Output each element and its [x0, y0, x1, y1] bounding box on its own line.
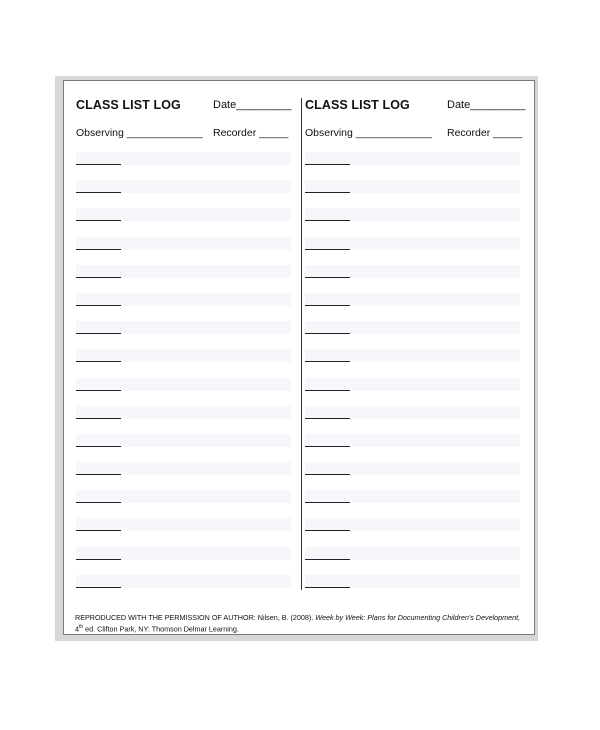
- log-entry-row: [76, 378, 291, 406]
- name-blank-line: [305, 220, 350, 221]
- name-blank-line: [305, 474, 350, 475]
- log-entry-row: [305, 208, 520, 236]
- recorder-label: Recorder: [213, 127, 257, 139]
- log-entry-row: [305, 349, 520, 377]
- log-rows: [305, 152, 520, 603]
- citation-footer: [75, 613, 525, 633]
- log-entry-row: [76, 406, 291, 434]
- log-entry-row: [305, 265, 520, 293]
- log-title: CLASS LIST LOG: [76, 98, 181, 112]
- citation-line-2: [75, 623, 525, 634]
- log-entry-row: [76, 293, 291, 321]
- recorder-blank: _____: [493, 127, 523, 139]
- recorder-blank: _____: [259, 127, 289, 139]
- log-entry-row: [76, 208, 291, 236]
- name-blank-line: [76, 587, 121, 588]
- name-blank-line: [305, 192, 350, 193]
- log-entry-row: [305, 237, 520, 265]
- name-blank-line: [305, 361, 350, 362]
- name-blank-line: [305, 559, 350, 560]
- log-entry-row: [305, 152, 520, 180]
- log-entry-row: [76, 518, 291, 546]
- log-entry-row: [76, 237, 291, 265]
- name-blank-line: [305, 418, 350, 419]
- name-blank-line: [305, 305, 350, 306]
- log-entry-row: [76, 349, 291, 377]
- log-entry-row: [76, 462, 291, 490]
- log-entry-row: [305, 547, 520, 575]
- citation-line-1: [75, 613, 525, 623]
- name-blank-line: [76, 220, 121, 221]
- class-list-log-page: [63, 80, 535, 635]
- publisher-text: ed. Clifton Park, NY: Thomson Delmar Learning.: [83, 623, 239, 633]
- name-blank-line: [76, 446, 121, 447]
- observing-blank: _____________: [355, 127, 432, 139]
- log-title: CLASS LIST LOG: [305, 98, 410, 112]
- log-entry-row: [305, 434, 520, 462]
- log-rows: [76, 152, 291, 603]
- log-entry-row: [305, 406, 520, 434]
- log-entry-row: [305, 518, 520, 546]
- recorder-field: [213, 127, 288, 139]
- name-blank-line: [305, 502, 350, 503]
- name-blank-line: [76, 390, 121, 391]
- observing-field: [76, 127, 203, 139]
- name-blank-line: [305, 164, 350, 165]
- recorder-field: [447, 127, 522, 139]
- log-column-right: [305, 81, 525, 581]
- log-entry-row: [305, 462, 520, 490]
- date-field: [213, 99, 291, 111]
- log-entry-row: [76, 265, 291, 293]
- name-blank-line: [76, 249, 121, 250]
- column-divider: [301, 98, 302, 590]
- name-blank-line: [76, 502, 121, 503]
- date-field: [447, 99, 525, 111]
- log-entry-row: [76, 434, 291, 462]
- name-blank-line: [305, 530, 350, 531]
- edition-number: 4: [75, 623, 79, 633]
- log-entry-row: [76, 575, 291, 603]
- date-label: Date: [447, 99, 471, 111]
- log-entry-row: [305, 378, 520, 406]
- log-entry-row: [305, 575, 520, 603]
- name-blank-line: [76, 361, 121, 362]
- observing-field: [305, 127, 432, 139]
- name-blank-line: [76, 164, 121, 165]
- name-blank-line: [305, 446, 350, 447]
- name-blank-line: [305, 587, 350, 588]
- citation-title: Week by Week: Plans for Documenting Children's Development,: [315, 613, 521, 622]
- recorder-label: Recorder: [447, 127, 491, 139]
- log-entry-row: [76, 152, 291, 180]
- log-entry-row: [76, 547, 291, 575]
- name-blank-line: [305, 249, 350, 250]
- log-entry-row: [305, 180, 520, 208]
- log-entry-row: [76, 321, 291, 349]
- edition-suffix: th: [79, 623, 84, 630]
- name-blank-line: [305, 277, 350, 278]
- observing-blank: _____________: [126, 127, 203, 139]
- name-blank-line: [76, 192, 121, 193]
- name-blank-line: [76, 559, 121, 560]
- date-label: Date: [213, 99, 237, 111]
- date-blank: _________: [236, 99, 292, 111]
- name-blank-line: [305, 390, 350, 391]
- name-blank-line: [76, 474, 121, 475]
- name-blank-line: [76, 333, 121, 334]
- name-blank-line: [305, 333, 350, 334]
- log-entry-row: [305, 293, 520, 321]
- name-blank-line: [76, 418, 121, 419]
- log-column-left: [76, 81, 296, 581]
- observing-label: Observing: [305, 127, 353, 139]
- log-entry-row: [305, 490, 520, 518]
- name-blank-line: [76, 305, 121, 306]
- name-blank-line: [76, 530, 121, 531]
- log-entry-row: [76, 490, 291, 518]
- log-entry-row: [305, 321, 520, 349]
- log-entry-row: [76, 180, 291, 208]
- citation-text: REPRODUCED WITH THE PERMISSION OF AUTHOR: Nilsen, B. (2008).: [75, 613, 316, 622]
- name-blank-line: [76, 277, 121, 278]
- observing-label: Observing: [76, 127, 124, 139]
- date-blank: _________: [470, 99, 526, 111]
